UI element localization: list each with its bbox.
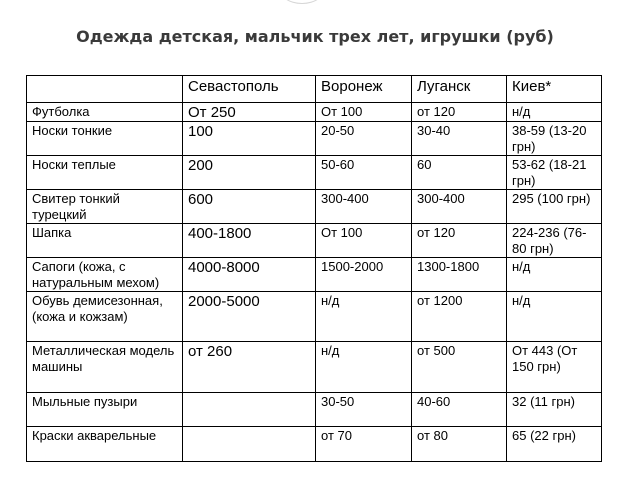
table-row (27, 427, 602, 462)
kiev-cell: 224-236 (76-80 грн) (507, 224, 602, 258)
header-cell-sevastopol: Севастополь (183, 76, 316, 103)
voronezh-cell: От 100 (316, 103, 412, 122)
table-header-row (27, 76, 602, 103)
lugansk-cell: от 120 (412, 224, 507, 258)
header-cell-voronezh: Воронеж (316, 76, 412, 103)
sevastopol-cell: 100 (183, 122, 316, 156)
lugansk-cell: от 80 (412, 427, 507, 462)
sevastopol-cell (183, 427, 316, 462)
item-cell: Свитер тонкий турецкий (27, 190, 183, 224)
kiev-cell: 295 (100 грн) (507, 190, 602, 224)
kiev-cell: От 443 (От 150 грн) (507, 342, 602, 393)
lugansk-cell: 300-400 (412, 190, 507, 224)
sevastopol-cell: 600 (183, 190, 316, 224)
item-cell: Шапка (27, 224, 183, 258)
lugansk-cell: 30-40 (412, 122, 507, 156)
sevastopol-cell (183, 393, 316, 427)
voronezh-cell: 300-400 (316, 190, 412, 224)
scroll-handle-icon (278, 0, 326, 4)
table-row (27, 258, 602, 292)
kiev-cell: н/д (507, 103, 602, 122)
table-row (27, 103, 602, 122)
item-cell: Сапоги (кожа, с натуральным мехом) (27, 258, 183, 292)
table-row (27, 190, 602, 224)
kiev-cell: н/д (507, 258, 602, 292)
item-cell: Краски акварельные (27, 427, 183, 462)
voronezh-cell: н/д (316, 292, 412, 342)
voronezh-cell: 1500-2000 (316, 258, 412, 292)
item-cell: Металлическая модель машины (27, 342, 183, 393)
voronezh-cell: от 70 (316, 427, 412, 462)
lugansk-cell: от 500 (412, 342, 507, 393)
price-table (26, 75, 602, 462)
page-title: Одежда детская, мальчик трех лет, игрушки (руб) (76, 27, 554, 46)
table-row (27, 224, 602, 258)
table-row (27, 122, 602, 156)
sevastopol-cell: 200 (183, 156, 316, 190)
header-cell-kiev: Киев* (507, 76, 602, 103)
voronezh-cell: 20-50 (316, 122, 412, 156)
voronezh-cell: От 100 (316, 224, 412, 258)
sevastopol-cell: от 260 (183, 342, 316, 393)
sevastopol-cell: 4000-8000 (183, 258, 316, 292)
lugansk-cell: 40-60 (412, 393, 507, 427)
kiev-cell: н/д (507, 292, 602, 342)
lugansk-cell: 1300-1800 (412, 258, 507, 292)
header-cell-lugansk: Луганск (412, 76, 507, 103)
kiev-cell: 53-62 (18-21 грн) (507, 156, 602, 190)
voronezh-cell: 30-50 (316, 393, 412, 427)
kiev-cell: 32 (11 грн) (507, 393, 602, 427)
item-cell: Носки тонкие (27, 122, 183, 156)
table-row (27, 342, 602, 393)
kiev-cell: 38-59 (13-20 грн) (507, 122, 602, 156)
item-cell: Носки теплые (27, 156, 183, 190)
lugansk-cell: от 120 (412, 103, 507, 122)
voronezh-cell: 50-60 (316, 156, 412, 190)
lugansk-cell: от 1200 (412, 292, 507, 342)
header-cell-item (27, 76, 183, 103)
sevastopol-cell: 2000-5000 (183, 292, 316, 342)
voronezh-cell: н/д (316, 342, 412, 393)
table-row (27, 393, 602, 427)
table-row (27, 156, 602, 190)
kiev-cell: 65 (22 грн) (507, 427, 602, 462)
item-cell: Футболка (27, 103, 183, 122)
item-cell: Обувь демисезонная, (кожа и кожзам) (27, 292, 183, 342)
item-cell: Мыльные пузыри (27, 393, 183, 427)
lugansk-cell: 60 (412, 156, 507, 190)
sevastopol-cell: 400-1800 (183, 224, 316, 258)
table-row (27, 292, 602, 342)
sevastopol-cell: От 250 (183, 103, 316, 122)
